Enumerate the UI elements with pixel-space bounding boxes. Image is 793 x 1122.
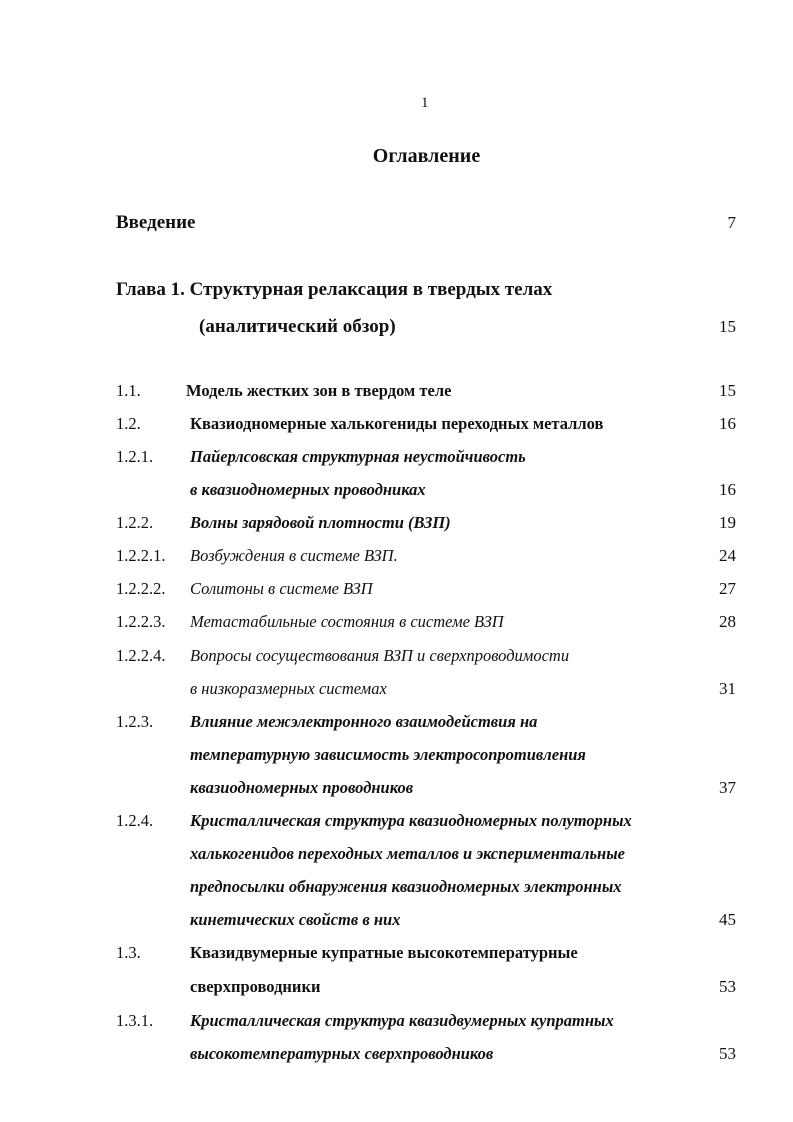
toc-entry-number: 1.2.3.: [116, 712, 154, 731]
toc-entry-title-continued: сверхпроводники: [190, 977, 321, 996]
toc-entry-number: 1.2.4.: [116, 811, 154, 830]
toc-entry-number: 1.2.1.: [116, 447, 154, 466]
toc-entry-title-continued: кинетических свойств в них: [190, 910, 401, 929]
toc-entry-title-continued: в квазиодномерных проводниках: [190, 480, 426, 499]
toc-entry-page: 15: [719, 381, 736, 400]
toc-entry-title-continued: квазиодномерных проводников: [190, 778, 414, 797]
toc-intro-page: 7: [727, 213, 736, 232]
toc-entry-number: 1.2.2.1.: [116, 546, 166, 565]
toc-entry-page: 31: [719, 679, 736, 698]
toc-intro-label: Введение: [116, 212, 196, 233]
toc-entry-title: Кристаллическая структура квазидвумерных купратных: [190, 1011, 614, 1030]
toc-entry-title: Пайерлсовская структурная неустойчивость: [190, 447, 526, 466]
toc-entry-page: 45: [719, 910, 736, 929]
toc-entry-title: Влияние межэлектронного взаимодействия на: [190, 712, 538, 731]
toc-entry-page: 53: [719, 1044, 736, 1063]
toc-entry-title-continued: предпосылки обнаружения квазиодномерных электронных: [190, 877, 622, 896]
toc-entry-number: 1.2.2.: [116, 513, 154, 532]
toc-chapter-title-line1: Глава 1. Структурная релаксация в твердых телах: [116, 279, 553, 300]
toc-entry-page: 16: [719, 480, 736, 499]
toc-entry-number: 1.1.: [116, 381, 141, 400]
toc-entry-title: Модель жестких зон в твердом теле: [186, 381, 452, 400]
toc-entry-title-continued: температурную зависимость электросопротивления: [190, 745, 586, 764]
toc-entry-page: 19: [719, 513, 736, 532]
toc-entry-number: 1.2.2.2.: [116, 579, 166, 598]
toc-entry-page: 27: [719, 579, 736, 598]
toc-entry-title: Квазидвумерные купратные высокотемпературные: [190, 943, 578, 962]
toc-entry-title: Кристаллическая структура квазиодномерных полуторных: [190, 811, 632, 830]
toc-entry-number: 1.3.: [116, 943, 141, 962]
page-title: Оглавление: [372, 145, 481, 167]
toc-entry-page: 53: [719, 977, 736, 996]
toc-entry-title: Возбуждения в системе ВЗП.: [190, 546, 398, 565]
toc-entry-title: Волны зарядовой плотности (ВЗП): [190, 513, 451, 532]
toc-entry-title-continued: в низкоразмерных системах: [190, 679, 387, 698]
toc-entry-title: Квазиодномерные халькогениды переходных металлов: [190, 414, 604, 433]
toc-entry-page: 28: [719, 612, 736, 631]
toc-entry-title: Метастабильные состояния в системе ВЗП: [190, 612, 504, 631]
toc-entry-page: 16: [719, 414, 736, 433]
toc-entry-number: 1.3.1.: [116, 1011, 154, 1030]
toc-entry-page: 37: [719, 778, 736, 797]
toc-chapter-page: 15: [719, 317, 736, 336]
toc-entry-title: Вопросы сосуществования ВЗП и сверхпроводимости: [190, 646, 570, 665]
toc-entry-title: Солитоны в системе ВЗП: [190, 579, 373, 598]
toc-entry-title-continued: халькогенидов переходных металлов и экспериментальные: [190, 844, 625, 863]
toc-entry-title-continued: высокотемпературных сверхпроводников: [190, 1044, 494, 1063]
toc-entry-number: 1.2.: [116, 414, 141, 433]
toc-entry-number: 1.2.2.3.: [116, 612, 166, 631]
toc-entry-number: 1.2.2.4.: [116, 646, 166, 665]
toc-entry-page: 24: [719, 546, 736, 565]
toc-chapter-title-line2: (аналитический обзор): [199, 316, 396, 337]
page-number: 1: [421, 95, 429, 111]
